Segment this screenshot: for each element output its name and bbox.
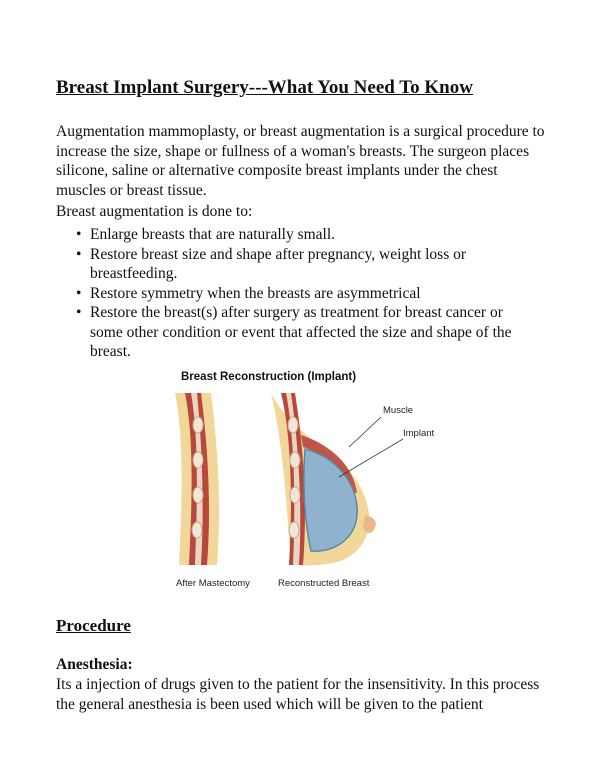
implant-shape [304,449,357,551]
anesthesia-heading: Anesthesia: [56,656,133,673]
caption-reconstructed-breast: Reconstructed Breast [278,578,370,589]
reconstruction-illustration [171,365,441,595]
mastectomy-illustration [175,393,219,565]
anesthesia-paragraph: Its a injection of drugs given to the patient for the insensitivity. In this process the general anesthesia is been used which will be given to the patient [56,676,540,713]
figure-title: Breast Reconstruction (Implant) [181,371,357,383]
label-muscle: Muscle [383,405,414,416]
list-item: • Restore symmetry when the breasts are asymmetrical [56,284,526,304]
list-item: • Enlarge breasts that are naturally small. [56,225,526,245]
list-item: • Restore the breast(s) after surgery as treatment for breast cancer or some other condition or event that affected the size and shape of the breast. [56,303,526,362]
procedure-heading: Procedure [56,616,131,635]
label-implant: Implant [403,428,435,439]
reconstruction-figure [171,365,441,595]
list-item: • Restore breast size and shape after pregnancy, weight loss or breastfeeding. [56,245,526,284]
reasons-list [56,225,526,362]
lead-sentence: Breast augmentation is done to: [56,203,253,220]
intro-paragraph: Augmentation mammoplasty, or breast augmentation is a surgical procedure to increase the size, shape or fullness of a woman's breasts. The surgeon places silicone, saline or alternative composite breast implants under the chest muscles or breast tissue. [56,123,545,199]
caption-after-mastectomy: After Mastectomy [176,578,250,589]
page-title: Breast Implant Surgery---What You Need To Know [56,77,473,98]
reconstructed-illustration [271,393,403,566]
